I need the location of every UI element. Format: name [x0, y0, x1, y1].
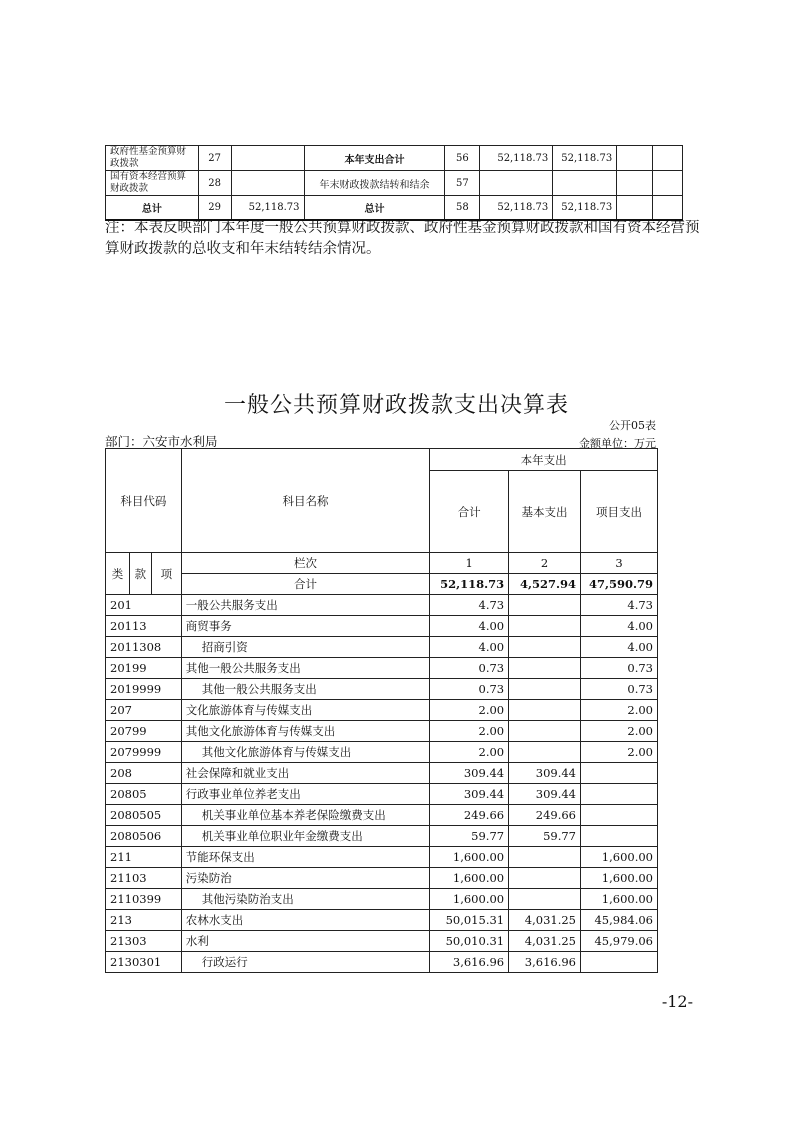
summary-left-label: 国有资本经营预算财政拨款 [106, 171, 199, 196]
header-year-expense: 本年支出 [430, 449, 658, 471]
table-row [106, 763, 658, 784]
amount-basic: 309.44 [509, 763, 581, 784]
amount-total: 1,600.00 [430, 889, 509, 910]
summary-value [653, 171, 683, 196]
subject-code: 2079999 [106, 742, 182, 763]
amount-total: 50,015.31 [430, 910, 509, 931]
header-name: 科目名称 [181, 449, 429, 553]
column-index-2: 2 [509, 553, 581, 574]
summary-right-label: 本年支出合计 [304, 146, 445, 171]
subject-name: 社会保障和就业支出 [181, 763, 429, 784]
summary-right-label: 总计 [304, 196, 445, 220]
subject-name: 其他一般公共服务支出 [181, 679, 429, 700]
summary-value: 52,118.73 [480, 146, 553, 171]
amount-basic: 309.44 [509, 784, 581, 805]
subject-code: 208 [106, 763, 182, 784]
table-row [106, 658, 658, 679]
summary-left-no: 27 [198, 146, 231, 171]
table-row [106, 868, 658, 889]
subject-code: 207 [106, 700, 182, 721]
expense-table [105, 448, 658, 973]
unit-label: 金额单位：万元 [579, 437, 656, 450]
subject-code: 20805 [106, 784, 182, 805]
amount-total: 2.00 [430, 700, 509, 721]
sum-project: 47,590.79 [581, 574, 658, 595]
amount-total: 59.77 [430, 826, 509, 847]
subject-name: 行政事业单位养老支出 [181, 784, 429, 805]
amount-basic [509, 658, 581, 679]
table-row [106, 805, 658, 826]
amount-basic [509, 679, 581, 700]
summary-left-label: 政府性基金预算财政拨款 [106, 146, 199, 171]
subject-code: 2011308 [106, 637, 182, 658]
amount-basic [509, 847, 581, 868]
amount-project: 2.00 [581, 742, 658, 763]
subject-name: 农林水支出 [181, 910, 429, 931]
amount-total: 4.73 [430, 595, 509, 616]
summary-left-amount [231, 171, 304, 196]
table-row [106, 784, 658, 805]
subject-name: 机关事业单位基本养老保险缴费支出 [181, 805, 429, 826]
amount-total: 2.00 [430, 721, 509, 742]
page-title: 一般公共预算财政拨款支出决算表 [223, 393, 569, 418]
amount-project [581, 826, 658, 847]
subject-code: 2080505 [106, 805, 182, 826]
amount-basic [509, 721, 581, 742]
amount-project: 0.73 [581, 658, 658, 679]
subject-code: 2019999 [106, 679, 182, 700]
income-expense-summary-table [105, 145, 683, 221]
column-index-1: 1 [430, 553, 509, 574]
subject-code: 2080506 [106, 826, 182, 847]
sum-total: 52,118.73 [430, 574, 509, 595]
summary-row [106, 196, 683, 220]
amount-project: 4.00 [581, 616, 658, 637]
subject-name: 其他文化旅游体育与传媒支出 [181, 721, 429, 742]
amount-total: 50,010.31 [430, 931, 509, 952]
summary-right-no: 56 [445, 146, 480, 171]
subject-name: 其他一般公共服务支出 [181, 658, 429, 679]
column-index-label: 栏次 [181, 553, 429, 574]
amount-project [581, 805, 658, 826]
sum-label: 合计 [181, 574, 429, 595]
subject-name: 污染防治 [181, 868, 429, 889]
header-xiang: 项 [151, 553, 181, 595]
summary-left-amount: 52,118.73 [231, 196, 304, 220]
amount-project [581, 952, 658, 973]
subject-code: 201 [106, 595, 182, 616]
table-row [106, 700, 658, 721]
header-code: 科目代码 [106, 449, 182, 553]
amount-total: 4.00 [430, 637, 509, 658]
subject-code: 21303 [106, 931, 182, 952]
summary-right-no: 58 [445, 196, 480, 220]
table-row [106, 952, 658, 973]
table-row [106, 595, 658, 616]
department-label: 部门：六安市水利局 [105, 434, 218, 449]
amount-project: 4.00 [581, 637, 658, 658]
amount-total: 309.44 [430, 784, 509, 805]
subject-code: 211 [106, 847, 182, 868]
table-row [106, 742, 658, 763]
table-row [106, 826, 658, 847]
header-project: 项目支出 [581, 471, 658, 553]
subject-name: 一般公共服务支出 [181, 595, 429, 616]
summary-left-amount [231, 146, 304, 171]
summary-value [617, 146, 653, 171]
subject-code: 2130301 [106, 952, 182, 973]
amount-basic: 4,031.25 [509, 910, 581, 931]
amount-project [581, 784, 658, 805]
subject-name: 行政运行 [181, 952, 429, 973]
subject-code: 20199 [106, 658, 182, 679]
amount-basic: 4,031.25 [509, 931, 581, 952]
subject-name: 节能环保支出 [181, 847, 429, 868]
table-row [106, 910, 658, 931]
summary-value [617, 196, 653, 220]
amount-basic [509, 889, 581, 910]
subject-name: 商贸事务 [181, 616, 429, 637]
sum-row [106, 574, 658, 595]
amount-total: 0.73 [430, 658, 509, 679]
summary-left-no: 28 [198, 171, 231, 196]
summary-left-label: 总计 [106, 196, 199, 220]
table-row [106, 847, 658, 868]
header-lei: 类 [106, 553, 130, 595]
amount-project: 45,979.06 [581, 931, 658, 952]
table-row [106, 616, 658, 637]
sum-basic: 4,527.94 [509, 574, 581, 595]
amount-basic: 3,616.96 [509, 952, 581, 973]
summary-value [553, 171, 617, 196]
amount-project: 1,600.00 [581, 889, 658, 910]
amount-total: 309.44 [430, 763, 509, 784]
summary-left-no: 29 [198, 196, 231, 220]
table-row [106, 889, 658, 910]
amount-project: 1,600.00 [581, 847, 658, 868]
amount-basic [509, 742, 581, 763]
amount-basic [509, 700, 581, 721]
amount-basic: 59.77 [509, 826, 581, 847]
amount-basic [509, 868, 581, 889]
summary-value [480, 171, 553, 196]
amount-basic [509, 637, 581, 658]
subject-name: 其他污染防治支出 [181, 889, 429, 910]
subject-name: 招商引资 [181, 637, 429, 658]
form-number: 公开05表 [609, 419, 656, 432]
header-basic: 基本支出 [509, 471, 581, 553]
amount-project: 1,600.00 [581, 868, 658, 889]
subject-code: 21103 [106, 868, 182, 889]
subject-code: 2110399 [106, 889, 182, 910]
amount-total: 1,600.00 [430, 868, 509, 889]
amount-project [581, 763, 658, 784]
subject-name: 水利 [181, 931, 429, 952]
amount-total: 249.66 [430, 805, 509, 826]
subject-name: 机关事业单位职业年金缴费支出 [181, 826, 429, 847]
summary-value [617, 171, 653, 196]
amount-basic [509, 616, 581, 637]
table-note: 注：本表反映部门本年度一般公共预算财政拨款、政府性基金预算财政拨款和国有资本经营预算财政拨款的总收支和年末结转结余情况。 [105, 220, 700, 257]
summary-value: 52,118.73 [553, 196, 617, 220]
table-row [106, 931, 658, 952]
amount-project: 0.73 [581, 679, 658, 700]
header-kuan: 款 [129, 553, 151, 595]
amount-project: 45,984.06 [581, 910, 658, 931]
summary-row [106, 146, 683, 171]
amount-total: 0.73 [430, 679, 509, 700]
amount-total: 1,600.00 [430, 847, 509, 868]
summary-value [653, 146, 683, 171]
amount-project: 4.73 [581, 595, 658, 616]
summary-right-label: 年末财政拨款结转和结余 [304, 171, 445, 196]
table-row [106, 721, 658, 742]
amount-total: 3,616.96 [430, 952, 509, 973]
summary-right-no: 57 [445, 171, 480, 196]
subject-code: 213 [106, 910, 182, 931]
table-row [106, 637, 658, 658]
summary-value: 52,118.73 [480, 196, 553, 220]
page-number: -12- [661, 992, 693, 1011]
amount-project: 2.00 [581, 721, 658, 742]
column-index-3: 3 [581, 553, 658, 574]
summary-value: 52,118.73 [553, 146, 617, 171]
amount-total: 2.00 [430, 742, 509, 763]
subject-name: 其他文化旅游体育与传媒支出 [181, 742, 429, 763]
summary-row [106, 171, 683, 196]
subject-name: 文化旅游体育与传媒支出 [181, 700, 429, 721]
header-row [106, 449, 658, 471]
amount-basic [509, 595, 581, 616]
header-total: 合计 [430, 471, 509, 553]
table-row [106, 679, 658, 700]
subject-code: 20799 [106, 721, 182, 742]
amount-basic: 249.66 [509, 805, 581, 826]
column-index-row [106, 553, 658, 574]
amount-project: 2.00 [581, 700, 658, 721]
subject-code: 20113 [106, 616, 182, 637]
summary-value [653, 196, 683, 220]
amount-total: 4.00 [430, 616, 509, 637]
